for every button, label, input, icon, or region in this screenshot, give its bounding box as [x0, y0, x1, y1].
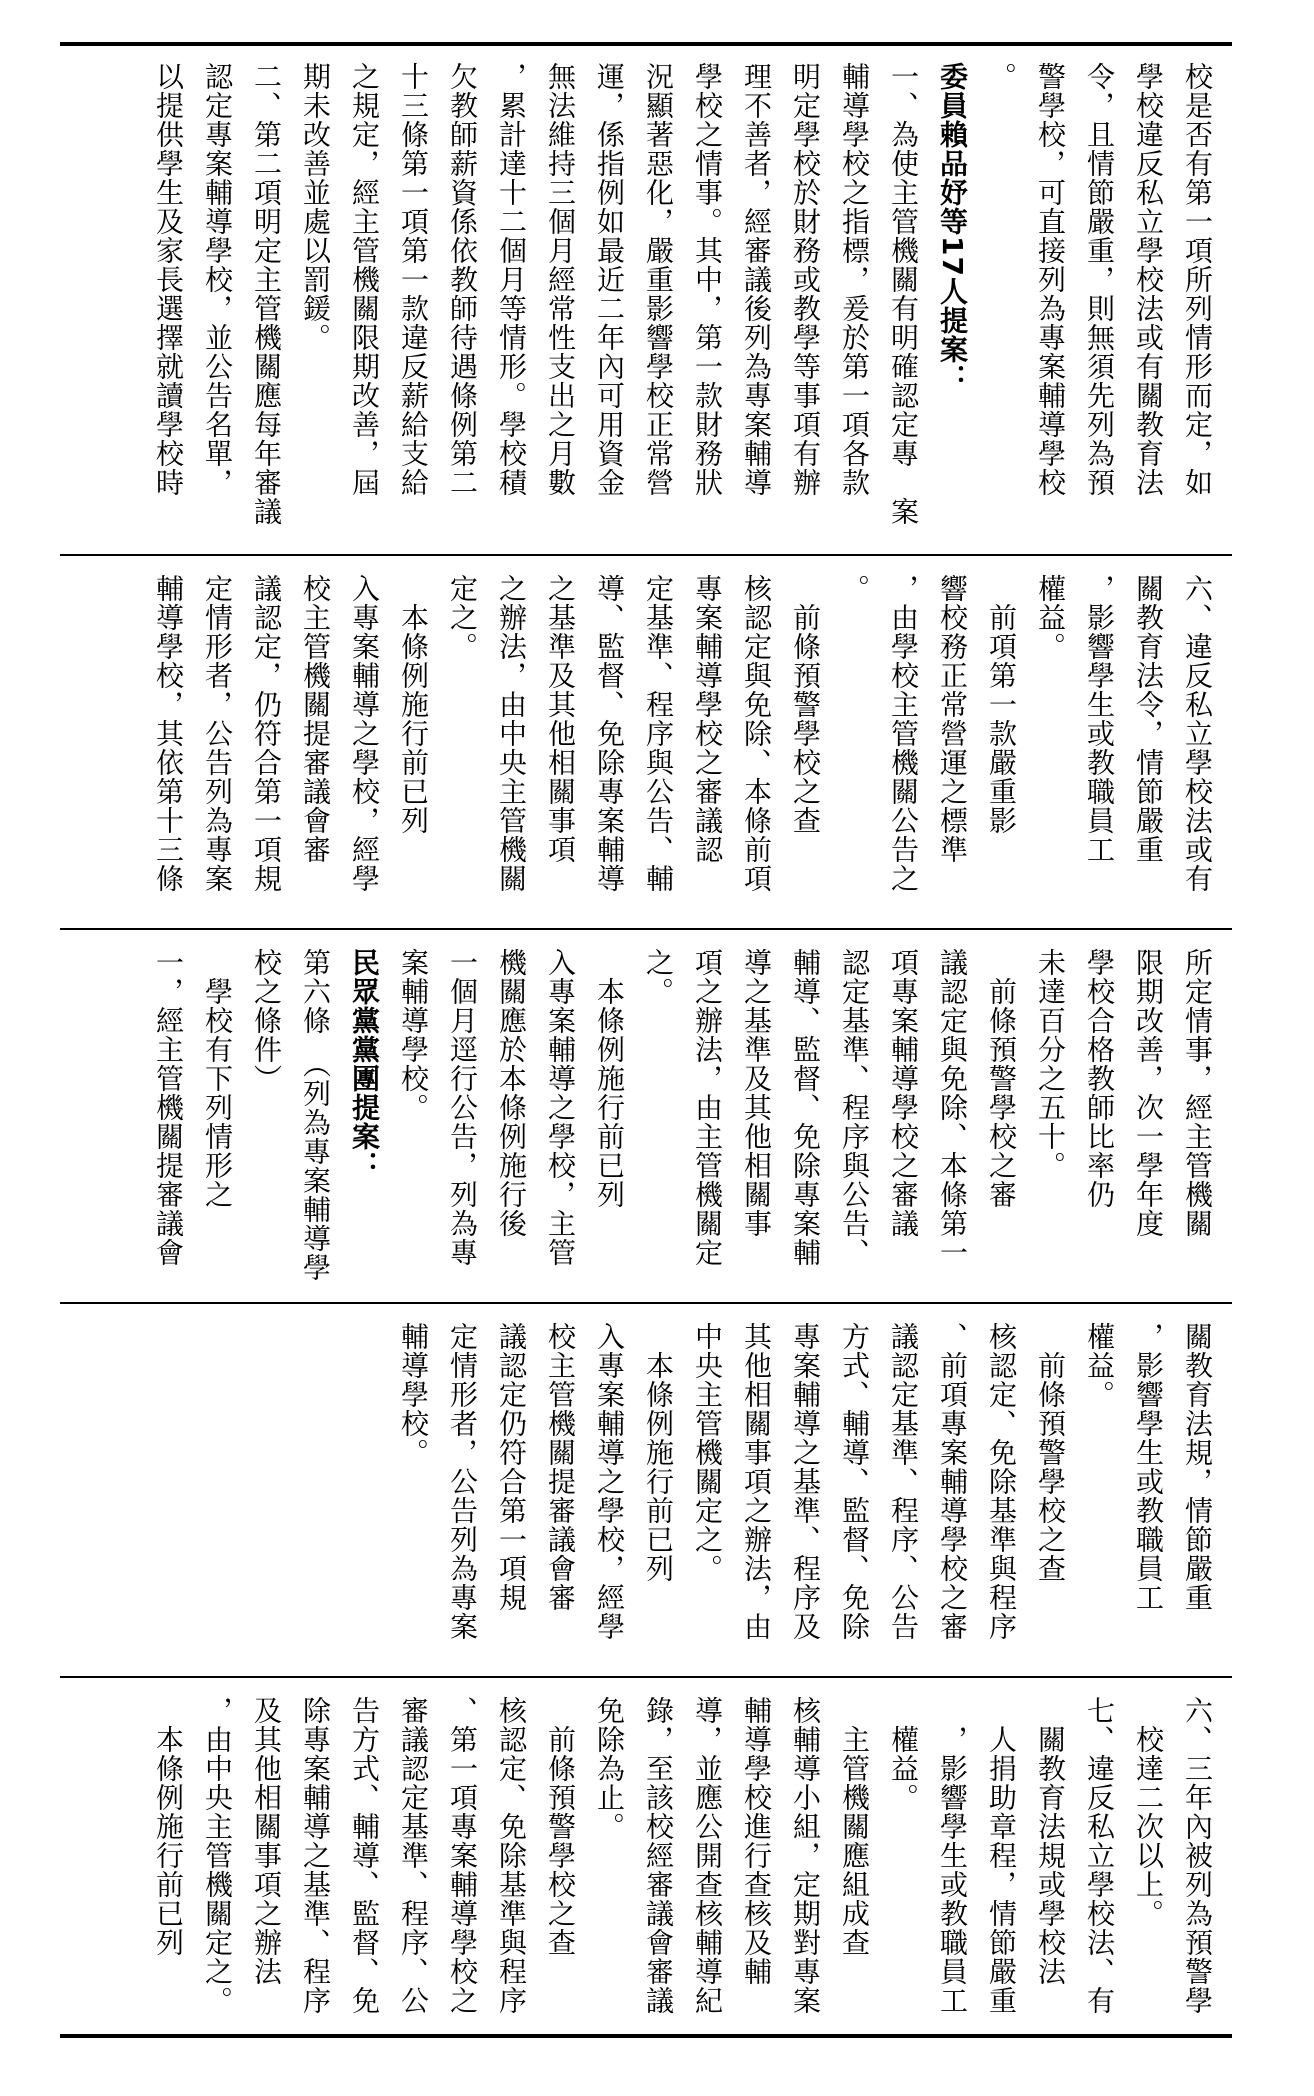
- text-line: 校是否有第一項所列情形而定，如: [1181, 62, 1214, 497]
- text-line: 錄，至該校經審議會審議: [642, 1696, 675, 2015]
- column-divider: [60, 1302, 1232, 1304]
- text-line: 六、違反私立學校法或有: [1181, 574, 1214, 893]
- text-line: ，影響學生或教職員工: [1083, 574, 1116, 864]
- text-line: 期未改善並處以罰鍰。: [299, 62, 332, 352]
- text-line: 案輔導學校。: [397, 948, 430, 1122]
- text-line: 關教育法令，情節嚴重: [1132, 574, 1165, 864]
- text-line: 。: [985, 62, 1018, 91]
- text-line: 除專案輔導之基準、程序: [299, 1696, 332, 2015]
- text-line: 免除為止。: [593, 1696, 626, 1841]
- text-line: 之辦法，由中央主管機關: [495, 574, 528, 893]
- text-line: 機關應於本條例施行後: [495, 948, 528, 1238]
- text-line: 輔導學校。: [397, 1322, 430, 1467]
- text-line: 輔導學校進行查核及輔: [740, 1696, 773, 1986]
- text-line: 前項第一款嚴重影: [985, 574, 1018, 835]
- text-line: 主管機關應組成查: [838, 1696, 871, 1957]
- text-line: 、第一項專案輔導學校之: [446, 1696, 479, 2015]
- text-line: 輔導學校，其依第十三條: [152, 574, 185, 893]
- text-line: 之基準及其他相關事項: [544, 574, 577, 864]
- bottom-rule: [60, 2034, 1232, 2038]
- text-line: 審議認定基準、程序、公: [397, 1696, 430, 2015]
- text-line: 定基準、程序與公告、輔: [642, 574, 675, 893]
- text-line: 一，經主管機關提審議會: [152, 948, 185, 1267]
- text-line: 告方式、輔導、監督、免: [348, 1696, 381, 2015]
- text-line: 明定學校於財務或教學等事項有辦: [789, 62, 822, 497]
- text-line: 前條預警學校之查: [1034, 1322, 1067, 1583]
- text-line: 學校違反私立學校法或有關教育法: [1132, 62, 1165, 497]
- text-line: 學校有下列情形之: [201, 948, 234, 1209]
- text-line: 定之。: [446, 574, 479, 661]
- text-line: 本條例施行前已列: [593, 948, 626, 1209]
- text-line: 導，並應公開查核輔導紀: [691, 1696, 724, 2015]
- text-line: ，影響學生或教職員工: [936, 1696, 969, 2015]
- text-line: 關教育法規或學校法: [1034, 1696, 1067, 1986]
- text-line: 前條預警學校之審: [985, 948, 1018, 1209]
- column-4: [60, 1308, 1232, 1678]
- text-line: 本條例施行前已列: [397, 574, 430, 835]
- text-line: 前條預警學校之查: [544, 1696, 577, 1957]
- text-line: 警學校，可直接列為專案輔導學校: [1034, 62, 1067, 497]
- text-line: ，由學校主管機關公告之: [887, 574, 920, 893]
- text-line: 權益。: [1083, 1322, 1116, 1409]
- text-line: 權益。: [1034, 574, 1067, 661]
- text-line: 核輔導小組，定期對專案: [789, 1696, 822, 2015]
- text-line: 。: [838, 574, 871, 603]
- text-line: 認定專案輔導學校，並公告名單，: [201, 62, 234, 497]
- text-line: 議認定，仍符合第一項規: [250, 574, 283, 893]
- text-line: 校之條件）: [250, 948, 283, 1093]
- text-line: 以提供學生及家長選擇就讀學校時: [152, 62, 185, 497]
- column-divider: [60, 928, 1232, 930]
- text-line: 未達百分之五十。: [1034, 948, 1067, 1180]
- text-line: 欠教師薪資係依教師待遇條例第二: [446, 62, 479, 497]
- text-line: 十三條第一項第一款違反薪給支給: [397, 62, 430, 497]
- text-line: 關教育法規，情節嚴重: [1181, 1322, 1214, 1612]
- text-line: 運，係指例如最近二年內可用資金: [593, 62, 626, 497]
- text-line: ，累計達十二個月等情形。學校積: [495, 62, 528, 497]
- top-rule: [60, 42, 1232, 46]
- text-line: 況顯著惡化，嚴重影響學校正常營: [642, 62, 675, 497]
- text-line: ，由中央主管機關定之。: [201, 1696, 234, 2015]
- text-line: 二、第二項明定主管機關應每年審議: [250, 62, 283, 526]
- text-line: 入專案輔導之學校，主管: [544, 948, 577, 1267]
- text-line: 認定基準、程序與公告、: [838, 948, 871, 1267]
- text-line: 核認定與免除、本條前項: [740, 574, 773, 893]
- text-line: 輔導、監督、免除專案輔: [789, 948, 822, 1267]
- text-line: 議認定基準、程序、公告: [887, 1322, 920, 1641]
- text-line: 導、監督、免除專案輔導: [593, 574, 626, 893]
- text-line: 人捐助章程，情節嚴重: [985, 1696, 1018, 2015]
- column-divider: [60, 554, 1232, 556]
- text-line: 本條例施行前已列: [152, 1696, 185, 1957]
- section-heading: 委員賴品妤等17人提案：: [936, 62, 969, 393]
- text-line: 入專案輔導之學校，經學: [348, 574, 381, 893]
- column-5: [60, 1682, 1232, 2032]
- text-line: 輔導學校之指標，爰於第一項各款: [838, 62, 871, 497]
- text-line: 一、為使主管機關有明確認定專 案: [887, 62, 920, 526]
- text-line: 及其他相關事項之辦法: [250, 1696, 283, 1986]
- text-line: 校達二次以上。: [1132, 1696, 1165, 1928]
- text-line: 理不善者，經審議後列為專案輔導: [740, 62, 773, 497]
- text-line: 之。: [642, 948, 675, 1006]
- text-line: 校主管機關提審議會審: [299, 574, 332, 864]
- text-line: 六、三年內被列為預警學: [1181, 1696, 1214, 2015]
- column-2: [60, 560, 1232, 930]
- text-line: 校主管機關提審議會審: [544, 1322, 577, 1612]
- text-line: 項專案輔導學校之審議: [887, 948, 920, 1238]
- text-line: 導之基準及其他相關事: [740, 948, 773, 1238]
- section-heading: 民眾黨黨團提案：: [348, 948, 381, 1180]
- text-line: 前條預警學校之查: [789, 574, 822, 835]
- text-line: 一個月逕行公告，列為專: [446, 948, 479, 1267]
- text-line: 專案輔導學校之審議認: [691, 574, 724, 864]
- text-line: 、前項專案輔導學校之審: [936, 1322, 969, 1641]
- text-line: 權益。: [887, 1696, 920, 1812]
- text-line: ，影響學生或教職員工: [1132, 1322, 1165, 1612]
- text-line: 定情形者，公告列為專案: [201, 574, 234, 893]
- text-line: 響校務正常營運之標準: [936, 574, 969, 864]
- text-line: 令，且情節嚴重，則無須先列為預: [1083, 62, 1116, 497]
- column-divider: [60, 1676, 1232, 1678]
- text-line: 議認定與免除、本條第一: [936, 948, 969, 1267]
- text-line: 方式、輔導、監督、免除: [838, 1322, 871, 1641]
- text-line: 定情形者，公告列為專案: [446, 1322, 479, 1641]
- text-line: 專案輔導之基準、程序及: [789, 1322, 822, 1641]
- text-line: 入專案輔導之學校，經學: [593, 1322, 626, 1641]
- column-3: [60, 934, 1232, 1304]
- text-line: 限期改善，次一學年度: [1132, 948, 1165, 1238]
- text-line: 項之辦法，由主管機關定: [691, 948, 724, 1267]
- column-1: [60, 48, 1232, 526]
- text-line: 無法維持三個月經常性支出之月數: [544, 62, 577, 497]
- text-line: 七、違反私立學校法、有: [1083, 1696, 1116, 2015]
- text-line: 之規定，經主管機關限期改善，屆: [348, 62, 381, 497]
- text-line: 本條例施行前已列: [642, 1322, 675, 1583]
- text-line: 議認定仍符合第一項規: [495, 1322, 528, 1612]
- text-line: 核認定、免除基準與程序: [985, 1322, 1018, 1641]
- text-line: 學校之情事。其中，第一款財務狀: [691, 62, 724, 497]
- text-line: 核認定、免除基準與程序: [495, 1696, 528, 2015]
- text-line: 其他相關事項之辦法，由: [740, 1322, 773, 1641]
- text-line: 中央主管機關定之。: [691, 1322, 724, 1583]
- text-line: 學校合格教師比率仍: [1083, 948, 1116, 1209]
- text-line: 所定情事，經主管機關: [1181, 948, 1214, 1238]
- text-line: 第六條 （列為專案輔導學: [299, 948, 332, 1282]
